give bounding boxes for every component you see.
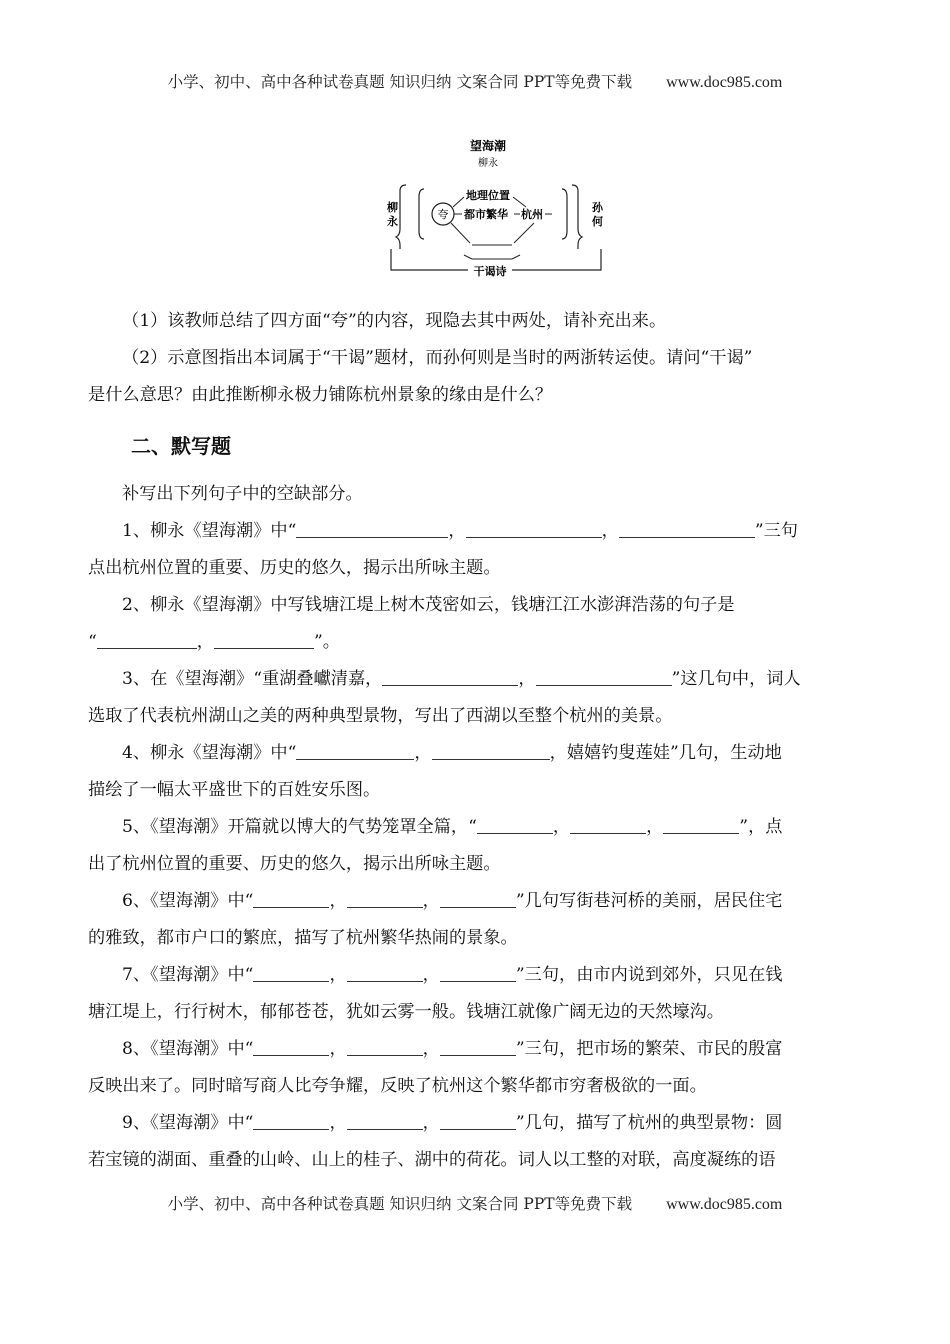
question-4 — [88, 735, 864, 772]
page-footer — [0, 1192, 950, 1214]
q9-blank-2[interactable] — [347, 1112, 423, 1130]
q9-lead: 9、《望海潮》中“ — [122, 1113, 254, 1133]
diagram-right-label — [591, 200, 604, 228]
diagram-left-label-1: 柳 — [387, 201, 398, 214]
question-9 — [88, 1105, 864, 1142]
question-2: 2、柳永《望海潮》中写钱塘江堤上树木茂密如云，钱塘江江水澎湃浩荡的句子是 — [122, 595, 735, 615]
question-3 — [88, 661, 864, 698]
comma: ， — [646, 817, 664, 837]
diagram-city: 杭州 — [521, 208, 543, 221]
prompt-1: （1）该教师总结了四方面“夸”的内容，现隐去其中两处，请补充出来。 — [122, 311, 667, 331]
q8-tail: ”三句，把市场的繁荣、市民的殷富 — [515, 1039, 783, 1059]
q9-tail: ”几句，描写了杭州的典型景物：圆 — [515, 1113, 783, 1133]
q8-blank-3[interactable] — [440, 1038, 516, 1056]
q7-blank-1[interactable] — [253, 964, 329, 982]
diagram-bottom: 干谒诗 — [473, 265, 507, 278]
q5-tail: ”，点 — [739, 817, 783, 837]
prompt-2-line1: （2）示意图指出本词属于“干谒”题材，而孙何则是当时的两浙转运使。请问“干谒” — [122, 348, 753, 368]
diagram-left-label — [387, 200, 398, 228]
q6-blank-2[interactable] — [347, 890, 423, 908]
section-intro: 补写出下列句子中的空缺部分。 — [122, 484, 363, 504]
q4-blank-2[interactable] — [432, 742, 550, 760]
questions-block — [88, 476, 864, 1179]
q3-line2: 选取了代表杭州湖山之美的两种典型景物，写出了西湖以至整个杭州的美景。 — [88, 706, 673, 726]
q4-blank-1[interactable] — [296, 742, 414, 760]
diagram-item1: 地理位置 — [466, 189, 510, 202]
q1-lead: 1、柳永《望海潮》中“ — [122, 521, 297, 541]
q9-blank-3[interactable] — [440, 1112, 516, 1130]
q3-tail: ”这几句中，词人 — [671, 669, 801, 689]
section-title: 二、默写题 — [131, 434, 231, 458]
q7-blank-2[interactable] — [347, 964, 423, 982]
footer-site: www.doc985.com — [666, 1196, 783, 1213]
q6-line2: 的雅致，都市户口的繁庶，描写了杭州繁华热闹的景象。 — [88, 928, 518, 948]
comma: ， — [552, 817, 571, 837]
q9-blank-1[interactable] — [253, 1112, 329, 1130]
diagram-left-label-2: 永 — [387, 215, 398, 228]
comma: ， — [422, 1039, 440, 1059]
line-blank2-right — [512, 255, 520, 259]
q4-tail: ，嬉嬉钓叟莲娃”几句，生动地 — [549, 743, 782, 763]
left-inner-bracket — [419, 189, 424, 239]
q8-blank-2[interactable] — [347, 1038, 423, 1056]
comma: ， — [329, 1113, 347, 1133]
q6-blank-3[interactable] — [440, 890, 516, 908]
comma: ， — [448, 521, 466, 541]
header-site: www.doc985.com — [666, 74, 783, 91]
page-header — [0, 70, 950, 92]
prompts-block — [88, 303, 864, 414]
q9-line2: 若宝镜的湖面、重叠的山岭、山上的桂子、湖中的荷花。词人以工整的对联，高度凝练的语 — [88, 1150, 776, 1170]
q5-blank-3[interactable] — [663, 816, 739, 834]
q3-lead: 3、在《望海潮》“重湖叠巘清嘉， — [122, 669, 383, 689]
q1-line2: 点出杭州位置的重要、历史的悠久，揭示出所咏主题。 — [88, 558, 501, 578]
q7-blank-3[interactable] — [440, 964, 516, 982]
line-to-blank1 — [451, 223, 470, 243]
diagram-title: 望海潮 — [469, 139, 507, 153]
q8-line2: 反映出来了。同时暗写商人比夸争耀，反映了杭州这个繁华都市穷奢极欲的一面。 — [88, 1076, 707, 1096]
q1-tail: ”三句 — [754, 521, 798, 541]
q3-blank-1[interactable] — [382, 668, 518, 686]
diagram-center: 夸 — [437, 208, 449, 221]
q6-tail: ”几句写街巷河桥的美丽，居民住宅 — [515, 891, 783, 911]
right-inner-bracket — [562, 189, 567, 239]
q6-lead: 6、《望海潮》中“ — [122, 891, 254, 911]
q7-tail: ”三句，由市内说到郊外，只见在钱 — [515, 965, 783, 985]
comma: ， — [422, 965, 440, 985]
open-quote: “ — [88, 632, 97, 652]
q5-blank-1[interactable] — [477, 816, 553, 834]
question-5 — [88, 809, 864, 846]
question-8 — [88, 1031, 864, 1068]
comma: ， — [518, 669, 536, 689]
q5-blank-2[interactable] — [570, 816, 646, 834]
diagram-right-label-2: 何 — [592, 215, 603, 228]
q6-blank-1[interactable] — [253, 890, 329, 908]
line-blank2-left — [464, 255, 472, 259]
question-6 — [88, 883, 864, 920]
comma: ， — [601, 521, 619, 541]
question-1 — [88, 513, 864, 550]
comma: ， — [329, 1039, 347, 1059]
diagram-author: 柳永 — [478, 158, 498, 169]
prompt-2-line2: 是什么意思？由此推断柳永极力铺陈杭州景象的缘由是什么？ — [88, 385, 553, 405]
comma: ， — [329, 965, 347, 985]
q4-line2: 描绘了一幅太平盛世下的百姓安乐图。 — [88, 780, 381, 800]
q2-blank-2[interactable] — [214, 631, 314, 649]
question-7 — [88, 957, 864, 994]
q7-lead: 7、《望海潮》中“ — [122, 965, 254, 985]
line-city-to-blank2 — [514, 223, 534, 243]
line-to-item1 — [453, 197, 464, 207]
diagram-item2: 都市繁华 — [464, 208, 508, 221]
comma: ， — [422, 1113, 440, 1133]
comma: ， — [422, 891, 440, 911]
diagram-right-label-1: 孙 — [592, 201, 603, 214]
diagram — [376, 137, 606, 287]
q4-lead: 4、柳永《望海潮》中“ — [122, 743, 297, 763]
q1-blank-2[interactable] — [466, 520, 602, 538]
q1-blank-3[interactable] — [619, 520, 755, 538]
q1-blank-1[interactable] — [296, 520, 448, 538]
comma: ， — [196, 632, 214, 652]
header-text: 小学、初中、高中各种试卷真题 知识归纳 文案合同 PPT等免费下载 — [167, 73, 633, 91]
q2-line2 — [88, 624, 864, 661]
q8-blank-1[interactable] — [253, 1038, 329, 1056]
q5-line2: 出了杭州位置的重要、历史的悠久，揭示出所咏主题。 — [88, 854, 501, 874]
q8-lead: 8、《望海潮》中“ — [122, 1039, 254, 1059]
q3-blank-2[interactable] — [536, 668, 672, 686]
footer-text: 小学、初中、高中各种试卷真题 知识归纳 文案合同 PPT等免费下载 — [167, 1195, 633, 1213]
q7-line2: 塘江堤上，行行树木，郁郁苍苍，犹如云雾一般。钱塘江就像广阔无边的天然壕沟。 — [88, 1002, 724, 1022]
q2-blank-1[interactable] — [97, 631, 197, 649]
right-outer-brace — [572, 185, 582, 249]
q5-lead: 5、《望海潮》开篇就以博大的气势笼罩全篇，“ — [122, 817, 477, 837]
comma: ， — [329, 891, 347, 911]
comma: ， — [414, 743, 432, 763]
q2-tail: ”。 — [314, 632, 340, 652]
line-item1-to-city — [513, 197, 526, 207]
